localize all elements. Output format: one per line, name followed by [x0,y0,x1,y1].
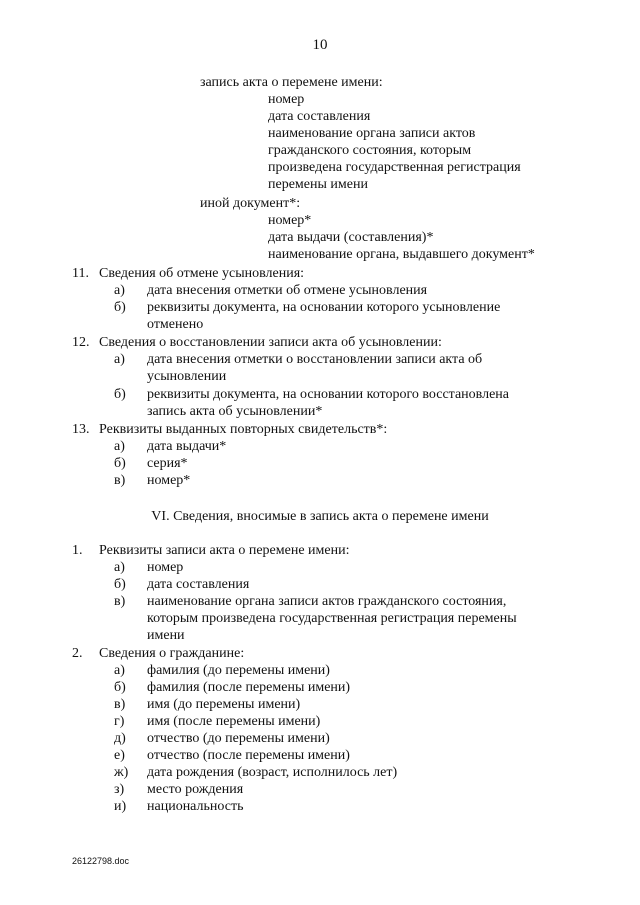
sub-item-text: фамилия (после перемены имени) [147,680,351,695]
sub-item-text: реквизиты документа, на основании которого усыновление [147,300,501,315]
sub-item-text: дата внесения отметки о восстановлении записи акта об [147,352,483,367]
entry-item: гражданского состояния, которым [268,143,472,158]
section-heading: VI. Сведения, вносимые в запись акта о перемене имени [151,509,489,524]
sub-item-text: имени [147,628,185,643]
sub-item-marker: а) [114,283,125,298]
sub-item-marker: з) [114,782,125,797]
other-document-item: наименование органа, выдавшего документ* [268,247,535,262]
entry-item: произведена государственная регистрация [268,160,521,175]
other-document-item: номер* [268,213,312,228]
entry-label: запись акта о перемене имени: [200,75,383,90]
sub-item-marker: г) [114,714,125,729]
sub-item-marker: а) [114,560,125,575]
sub-item-text: дата составления [147,577,250,592]
sub-item-marker: а) [114,352,125,367]
sub-item-marker: и) [114,799,127,814]
item-title: Сведения о восстановлении записи акта об усыновлении: [99,335,442,350]
sub-item-text: усыновлении [147,369,227,384]
sub-item-marker: в) [114,473,126,488]
entry-item: наименование органа записи актов [268,126,476,141]
sub-item-text: реквизиты документа, на основании которого восстановлена [147,387,510,402]
sub-item-marker: в) [114,697,126,712]
other-document-label: иной документ*: [200,196,301,211]
entry-item: дата составления [268,109,371,124]
footer-file-name: 26122798.doc [72,856,130,866]
sub-item-marker: б) [114,680,126,695]
sub-item-text: отменено [147,317,204,332]
sub-item-text: серия* [147,456,188,471]
item-title: Реквизиты записи акта о перемене имени: [99,543,350,558]
item-number: 12. [72,335,90,350]
sub-item-text: дата внесения отметки об отмене усыновления [147,283,428,298]
sub-item-text: дата рождения (возраст, исполнилось лет) [147,765,398,780]
sub-item-text: дата выдачи* [147,439,227,454]
sub-item-text: имя (после перемены имени) [147,714,321,729]
sub-item-marker: д) [114,731,126,746]
sub-item-marker: е) [114,748,125,763]
item-number: 11. [72,266,89,281]
sub-item-marker: в) [114,594,126,609]
other-document-item: дата выдачи (составления)* [268,230,434,245]
sub-item-text: отчество (до перемены имени) [147,731,330,746]
item-number: 2. [72,646,83,661]
sub-item-text: которым произведена государственная регистрация перемены [147,611,517,626]
sub-item-text: фамилия (до перемены имени) [147,663,330,678]
item-number: 1. [72,543,83,558]
sub-item-marker: б) [114,456,126,471]
entry-item: номер [268,92,305,107]
item-title: Сведения об отмене усыновления: [99,266,305,281]
sub-item-text: национальность [147,799,244,814]
sub-item-text: номер [147,560,184,575]
sub-item-marker: ж) [114,765,129,780]
sub-item-marker: б) [114,387,126,402]
sub-item-marker: б) [114,300,126,315]
sub-item-text: запись акта об усыновлении* [147,404,323,419]
sub-item-text: отчество (после перемены имени) [147,748,350,763]
sub-item-text: номер* [147,473,191,488]
sub-item-marker: а) [114,439,125,454]
sub-item-text: имя (до перемены имени) [147,697,301,712]
page-number: 10 [312,37,328,53]
sub-item-text: место рождения [147,782,244,797]
item-title: Сведения о гражданине: [99,646,245,661]
sub-item-text: наименование органа записи актов гражданского состояния, [147,594,507,609]
sub-item-marker: б) [114,577,126,592]
item-title: Реквизиты выданных повторных свидетельств*: [99,422,388,437]
entry-item: перемены имени [268,177,368,192]
sub-item-marker: а) [114,663,125,678]
item-number: 13. [72,422,90,437]
